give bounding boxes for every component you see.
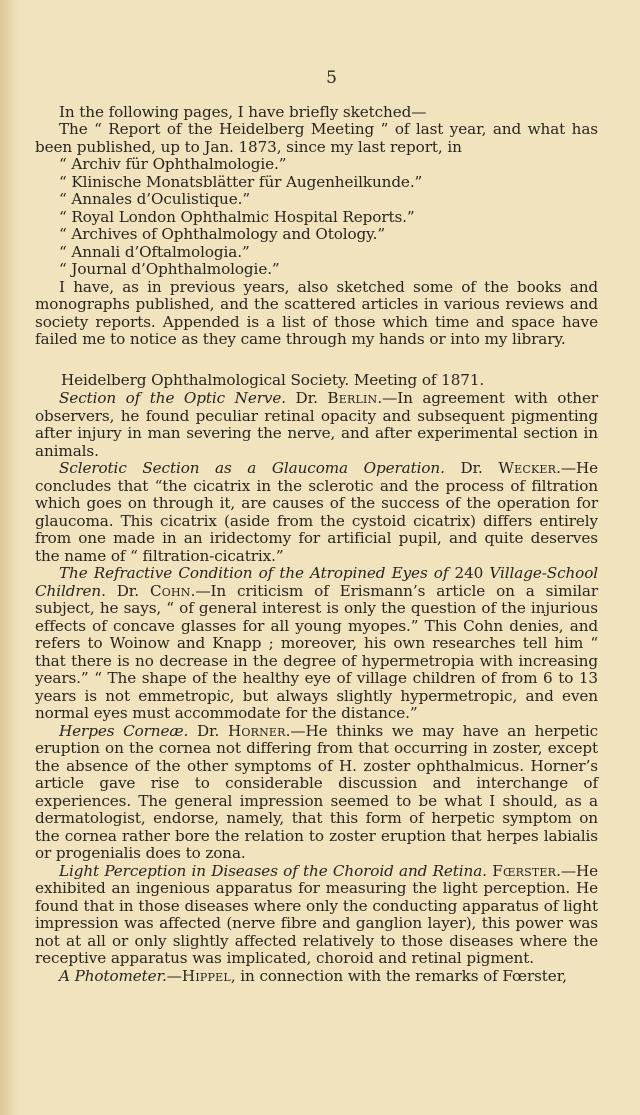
book-page — [35, 70, 598, 985]
journal-item: “ Annali d’Oftalmologia.” — [59, 242, 250, 261]
section-text: , in connection with the remarks of Fœrster, — [230, 966, 567, 985]
section-text: .—In agreement with other observers, he found peculiar retinal opacity and subsequent pigmenting after injury in man severing the nerve, and after experimental section in animals. — [35, 389, 598, 460]
section-pre: Dr. — [188, 721, 228, 740]
journal-item: “ Klinische Monatsblätter für Augenheilkunde.” — [59, 172, 423, 191]
journal-item: “ Archiv für Ophthalmologie.” — [59, 155, 287, 173]
section-author: Horner — [227, 721, 286, 740]
section-text: .—He concludes that “the cicatrix in the sclerotic and the process of filtration which goes on through it, are causes of the success of the operation for glaucoma. This cicatrix (aside from the cystoid cicatrix) differs entirely from one made in an iridectomy for artificial pupil, and quite deserves the name of “ filtration-cicatrix.” — [35, 459, 599, 565]
section-pre: Dr. — [444, 459, 499, 477]
page-number: 5 — [326, 68, 337, 88]
section-optic-nerve — [35, 390, 598, 460]
section-text: .—In criticism of Erismann’s article on a similar subject, he says, “ of general interest is only the question of the injurious effects of concave glasses for all young myopes.” This Cohn denies, and refers to Woinow and Knapp ; moreover, his own researches tell him “ that there is no decrease in the degree of hypermetropia with increasing years.” “ The shape of the healthy eye of village children of from 6 to 13 years is not emmetropic, but always slightly hypermetropic, and even normal eyes must accommodate for the distance.” — [35, 581, 598, 722]
section-text: .—He exhibited an ingenious apparatus for measuring the light perception. He found that in those diseases where only the conducting apparatus of light impression was affected (nerve fibre and ganglion layer), this power was not at all or only slightly affected relatively to those diseases where the receptive apparatus was implicated, choroid and retinal pigment. — [35, 861, 598, 967]
intro-closing: I have, as in previous years, also sketched some of the books and monographs published, and the scattered articles in various reviews and society reports. Appended is a list of those which time and space have failed me to notice as they came through my hands or into my library. — [35, 277, 598, 348]
binding-edge — [0, 0, 20, 1115]
section-pre: Dr. — [105, 581, 150, 600]
section-pre: — — [166, 966, 182, 985]
section-herpes — [35, 723, 598, 863]
section-sclerotic — [35, 460, 598, 565]
section-title: A Photometer. — [59, 966, 167, 985]
section-title: Sclerotic Section as a Glaucoma Operation. — [59, 459, 445, 477]
section-author: Cohn — [149, 581, 191, 600]
journal-item: “ Archives of Ophthalmology and Otology.” — [59, 225, 386, 243]
section-author: Wecker — [498, 459, 557, 477]
section-text: .—He thinks we may have an herpetic eruption on the cornea not differing from that occurring in zoster, except the absence of the other symptoms of H. zoster ophthalmicus. Horner’s article gave rise to considerable discussion and interchange of experiences. The general impression seemed to be what I should, as a dermatologist, endorse, namely, that this form of herpetic symptom on the cornea rather bore the relation to zoster eruption that herpes labialis or progenialis does to zona. — [35, 721, 599, 862]
section-title: Light Perception in Diseases of the Choroid and Retina. — [59, 861, 487, 880]
section-refractive — [35, 565, 598, 723]
section-author: Hippel — [181, 966, 231, 985]
section-author: Fœrster — [492, 861, 557, 880]
section-title: Section of the Optic Nerve. — [59, 389, 286, 407]
journal-item: “ Journal d’Ophthalmologie.” — [59, 260, 280, 278]
section-title: Herpes Corneæ. — [59, 721, 189, 740]
section-pre: Dr. — [285, 389, 328, 407]
section-photometer — [35, 968, 598, 986]
intro-line: In the following pages, I have briefly sketched— — [59, 102, 427, 121]
society-heading: Heidelberg Ophthalmological Society. Meeting of 1871. — [61, 370, 485, 389]
section-title-b: Village-School Children. — [35, 564, 598, 600]
journal-item: “ Annales d’Oculistique.” — [59, 190, 250, 208]
section-title-number: 240 — [448, 564, 490, 582]
section-light-perception — [35, 863, 598, 968]
section-title-a: The Refractive Condition of the Atropined Eyes of — [59, 564, 449, 582]
intro-report: The “ Report of the Heidelberg Meeting ” of last year, and what has been published, up to Jan. 1873, since my last report, in — [35, 120, 598, 156]
journal-item: “ Royal London Ophthalmic Hospital Reports.” — [59, 207, 415, 226]
journal-list — [35, 156, 598, 279]
section-author: Berlin — [327, 389, 378, 407]
